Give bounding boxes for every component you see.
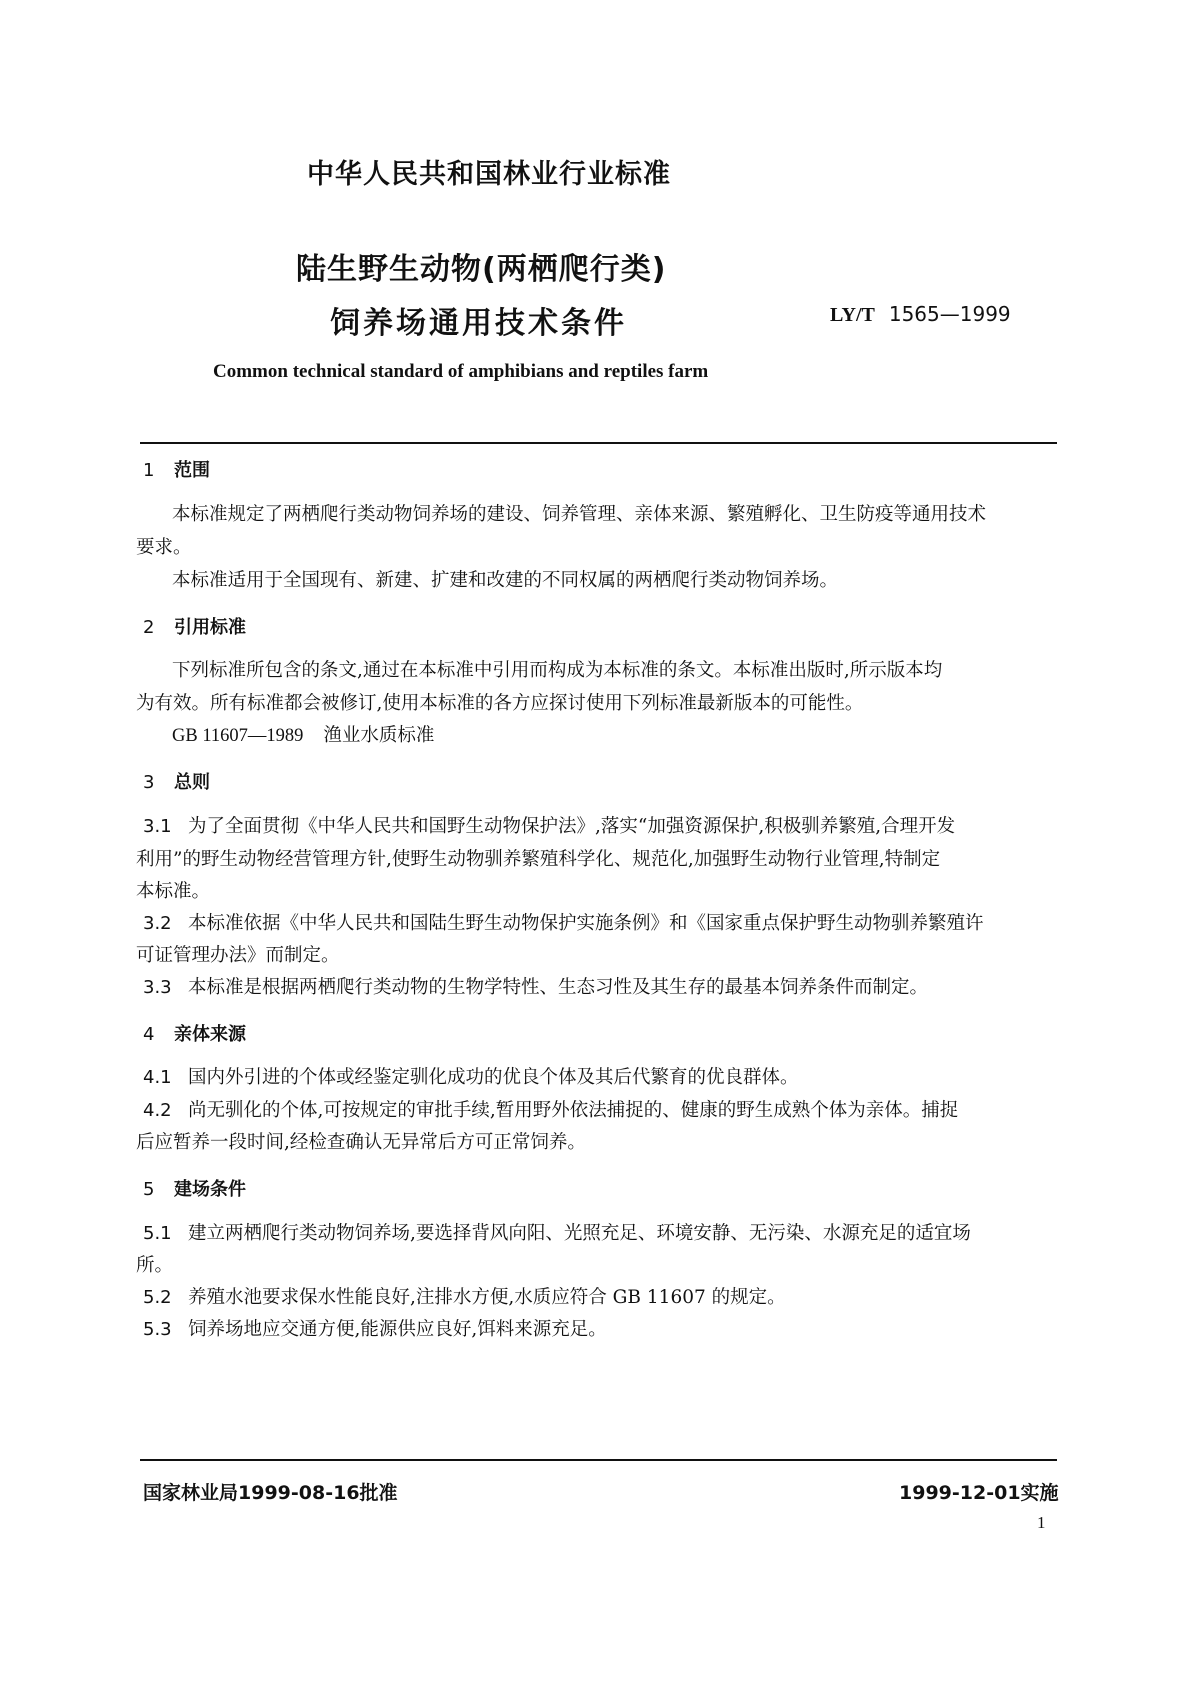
clause-text: 养殖水池要求保水性能良好,注排水方便,水质应符合 GB 11607 的规定。 — [188, 1287, 786, 1308]
normative-reference — [172, 721, 434, 747]
clause-3-2 — [143, 909, 984, 935]
paragraph-line: 本标准。 — [136, 881, 211, 902]
clause-label: 5.3 — [143, 1319, 172, 1340]
section-2-heading — [143, 613, 246, 639]
section-title: 亲体来源 — [174, 1024, 246, 1045]
section-3-heading — [143, 768, 210, 794]
clause-label: 5.2 — [143, 1287, 172, 1308]
paragraph-line: 后应暂养一段时间,经检查确认无异常后方可正常饲养。 — [136, 1132, 586, 1153]
paragraph-line: 为有效。所有标准都会被修订,使用本标准的各方应探讨使用下列标准最新版本的可能性。 — [136, 693, 864, 714]
paragraph-line: 下列标准所包含的条文,通过在本标准中引用而构成为本标准的条文。本标准出版时,所示版本均 — [172, 660, 943, 681]
standard-code-number: 1565—1999 — [888, 302, 1011, 326]
section-4-heading — [143, 1020, 246, 1046]
clause-3-3 — [143, 973, 928, 999]
paragraph-line: 利用”的野生动物经营管理方针,使野生动物驯养繁殖科学化、规范化,加强野生动物行业管理,特制定 — [136, 849, 941, 870]
paragraph-line: 本标准适用于全国现有、新建、扩建和改建的不同权属的两栖爬行类动物饲养场。 — [172, 570, 839, 591]
section-title: 引用标准 — [174, 617, 246, 638]
document-title-line-1: 陆生野生动物(两栖爬行类) — [296, 252, 667, 287]
clause-text: 尚无驯化的个体,可按规定的审批手续,暂用野外依法捕捉的、健康的野生成熟个体为亲体。捕捉 — [188, 1100, 959, 1121]
standard-code — [830, 302, 1011, 327]
section-title: 总则 — [174, 772, 210, 793]
paragraph-line: 所。 — [136, 1255, 174, 1276]
english-title: Common technical standard of amphibians and reptiles farm — [213, 361, 709, 382]
header-divider — [140, 442, 1057, 444]
section-number: 3 — [143, 772, 155, 793]
reference-code: GB 11607—1989 — [172, 726, 304, 746]
clause-5-1 — [143, 1219, 971, 1245]
clause-label: 4.2 — [143, 1100, 172, 1121]
clause-text: 建立两栖爬行类动物饲养场,要选择背风向阳、光照充足、环境安静、无污染、水源充足的适宜场 — [188, 1223, 971, 1244]
clause-5-2 — [143, 1283, 786, 1309]
page-number: 1 — [1037, 1513, 1046, 1532]
approval-line: 国家林业局1999-08-16批准 — [143, 1482, 398, 1504]
clause-3-1 — [143, 812, 955, 838]
section-number: 1 — [143, 460, 155, 481]
implementation-date: 1999-12-01实施 — [899, 1482, 1059, 1504]
paragraph-line: 可证管理办法》而制定。 — [136, 945, 340, 966]
clause-text: 本标准是根据两栖爬行类动物的生物学特性、生态习性及其生存的最基本饲养条件而制定。 — [188, 977, 929, 998]
standard-code-prefix: LY/T — [830, 304, 875, 326]
reference-name: 渔业水质标准 — [323, 725, 435, 746]
paragraph-line: 要求。 — [136, 537, 192, 558]
clause-5-3 — [143, 1315, 607, 1341]
clause-text: 为了全面贯彻《中华人民共和国野生动物保护法》,落实“加强资源保护,积极驯养繁殖,合理开发 — [188, 816, 956, 837]
standard-type-heading: 中华人民共和国林业行业标准 — [307, 159, 671, 190]
document-title-line-2: 饲养场通用技术条件 — [330, 306, 627, 341]
clause-label: 3.1 — [143, 816, 172, 837]
paragraph-line: 本标准规定了两栖爬行类动物饲养场的建设、饲养管理、亲体来源、繁殖孵化、卫生防疫等通用技术 — [172, 504, 987, 525]
clause-label: 3.2 — [143, 913, 172, 934]
footer-divider — [140, 1459, 1057, 1461]
clause-text: 本标准依据《中华人民共和国陆生野生动物保护实施条例》和《国家重点保护野生动物驯养繁殖许 — [188, 913, 984, 934]
section-number: 5 — [143, 1179, 155, 1200]
section-5-heading — [143, 1175, 246, 1201]
clause-label: 5.1 — [143, 1223, 172, 1244]
clause-4-1 — [143, 1063, 799, 1089]
clause-text: 国内外引进的个体或经鉴定驯化成功的优良个体及其后代繁育的优良群体。 — [188, 1067, 799, 1088]
section-title: 建场条件 — [174, 1179, 246, 1200]
section-1-heading — [143, 456, 210, 482]
section-number: 4 — [143, 1024, 155, 1045]
section-number: 2 — [143, 617, 155, 638]
clause-label: 4.1 — [143, 1067, 172, 1088]
clause-label: 3.3 — [143, 977, 172, 998]
clause-text: 饲养场地应交通方便,能源供应良好,饵料来源充足。 — [188, 1319, 607, 1340]
clause-4-2 — [143, 1096, 958, 1122]
section-title: 范围 — [174, 460, 210, 481]
